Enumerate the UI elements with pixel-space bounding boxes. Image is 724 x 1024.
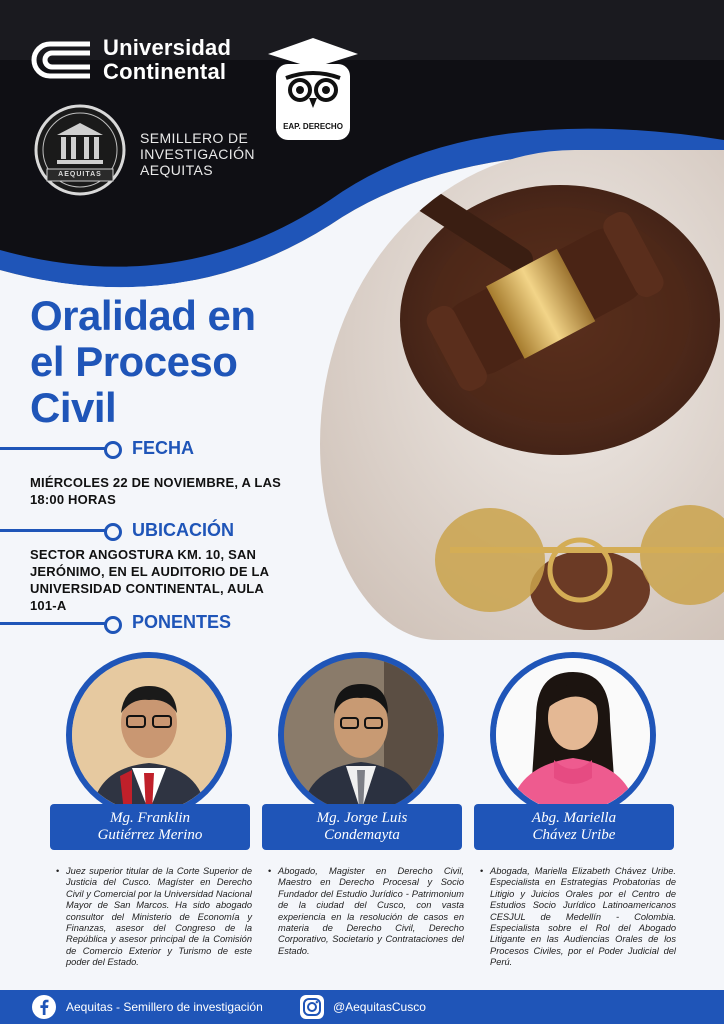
- brand-line-1: Universidad: [103, 35, 232, 60]
- page-title: [30, 293, 256, 431]
- speaker-photo-1: [66, 652, 232, 818]
- ubicacion-line-4: 101-A: [30, 598, 67, 613]
- ponentes-heading: PONENTES: [132, 612, 232, 632]
- speaker-bio-2: • Abogado, Magister en Derecho Civil, Maestro en Derecho Procesal y Socio Fundador del Estudio Jurídico - Patrimonium de la ciudad del Cusco, con vasta experiencia en la resolución de casos en materia de Derecho Civil, Derecho Corporativo, Societario y Contrataciones del Estado.: [278, 866, 464, 957]
- ponentes-divider: [0, 622, 110, 625]
- ubicacion-divider: [0, 529, 110, 532]
- speaker-3-name-line-1: Abg. Mariella: [531, 810, 617, 826]
- fecha-heading: FECHA: [132, 438, 194, 458]
- ubicacion-line-3: UNIVERSIDAD CONTINENTAL, AULA: [30, 581, 265, 596]
- ubicacion-line-2: JERÓNIMO, EN EL AUDITORIO DE LA: [30, 564, 270, 579]
- speaker-bio-3: • Abogada, Mariella Elizabeth Chávez Uribe. Especialista en Estrategias Probatorias de Litigio y Juicios Orales por el Centro de Estudios Socio Jurídico Latinoamericanos CESJUL de Medellín - Colombia. Especialista sobre el Rol del Abogado Litigante en las Audiencias Orales de los Procesos Civiles, por el Poder Judicial del Perú.: [490, 866, 676, 969]
- person-icon: [284, 658, 438, 812]
- speaker-name-1: [50, 804, 250, 850]
- speaker-2-name-line-1: Mg. Jorge Luis: [316, 810, 408, 826]
- title-line-1: Oralidad en: [30, 292, 256, 339]
- facebook-link[interactable]: Aequitas - Semillero de investigación: [66, 1000, 263, 1014]
- semillero-line-2: INVESTIGACIÓN: [140, 146, 255, 162]
- person-icon: [496, 658, 650, 812]
- speaker-1-name-line-1: Mg. Franklin: [110, 810, 190, 826]
- speaker-photo-3: [490, 652, 656, 818]
- speaker-bio-1: • Juez superior titular de la Corte Superior de Justicia del Cusco. Magíster en Derecho Civil y Comercial por la Universidad Nacional Mayor de San Marcos. Ha sido abogado consultor del Ministerio de Economía y Finanzas, asesor del Congreso de la República y asesor principal de la Comisión de Comercio Exterior y Turismo de este poder del Estado.: [66, 866, 252, 969]
- speaker-1-name-line-2: Gutiérrez Merino: [97, 827, 203, 843]
- fecha-divider: [0, 447, 110, 450]
- ubicacion-heading: UBICACIÓN: [132, 520, 234, 540]
- instagram-icon[interactable]: [300, 995, 324, 1019]
- ubicacion-text: [30, 546, 285, 614]
- speaker-photo-2: [278, 652, 444, 818]
- speaker-name-3: [474, 804, 674, 850]
- speaker-name-2: [262, 804, 462, 850]
- seal-label: AEQUITAS: [58, 171, 102, 178]
- ubicacion-line-1: SECTOR ANGOSTURA KM. 10, SAN: [30, 547, 257, 562]
- speaker-2-name-line-2: Condemayta: [324, 827, 400, 843]
- brand-line-2: Continental: [103, 59, 227, 84]
- speaker-3-name-line-2: Chávez Uribe: [532, 827, 616, 843]
- fecha-line-1: MIÉRCOLES 22 DE NOVIEMBRE, A LAS: [30, 475, 282, 490]
- title-line-3: Civil: [30, 384, 117, 431]
- person-icon: [72, 658, 226, 812]
- fecha-text: [30, 474, 281, 508]
- instagram-link[interactable]: @AequitasCusco: [333, 1000, 426, 1014]
- fecha-line-2: 18:00 HORAS: [30, 492, 117, 507]
- semillero-line-3: AEQUITAS: [140, 162, 213, 178]
- semillero-line-1: SEMILLERO DE: [140, 130, 249, 146]
- fecha-bullet-icon: [104, 441, 122, 459]
- ponentes-bullet-icon: [104, 616, 122, 634]
- owl-badge-label: EAP. DERECHO: [283, 122, 343, 131]
- title-line-2: el Proceso: [30, 338, 238, 385]
- facebook-icon[interactable]: [32, 995, 56, 1019]
- ubicacion-bullet-icon: [104, 523, 122, 541]
